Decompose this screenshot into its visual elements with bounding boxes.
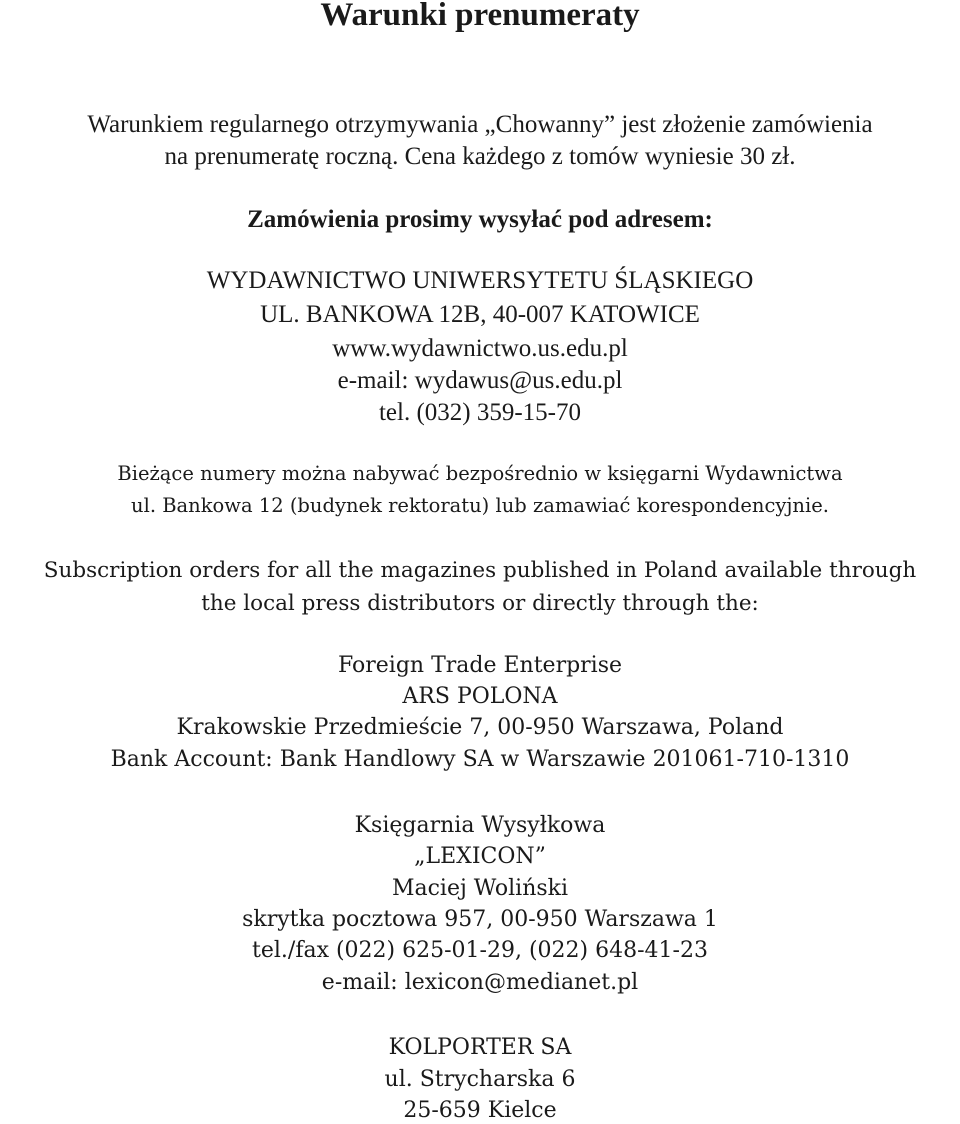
kolporter-line-3: 25-659 Kielce <box>403 1098 557 1123</box>
lexicon-line-2: „LEXICON” <box>414 844 546 869</box>
publisher-address: UL. BANKOWA 12B, 40-007 KATOWICE <box>260 301 700 328</box>
kolporter-line-1: KOLPORTER SA <box>388 1035 572 1060</box>
publisher-name: WYDAWNICTWO UNIWERSYTETU ŚLĄSKIEGO <box>206 267 754 294</box>
publisher-phone: tel. (032) 359-15-70 <box>378 399 582 426</box>
bookstore-note-line-2: ul. Bankowa 12 (budynek rektoratu) lub zamawiać korespondencyjnie. <box>131 494 829 517</box>
kolporter-line-2: ul. Strycharska 6 <box>384 1067 576 1092</box>
subscription-note-line-1: Subscription orders for all the magazines published in Poland available through <box>43 558 917 583</box>
lexicon-line-5: tel./fax (022) 625-01-29, (022) 648-41-23 <box>252 938 708 963</box>
orders-heading: Zamówienia prosimy wysyłać pod adresem: <box>247 206 713 233</box>
bookstore-note-line-1: Bieżące numery można nabywać bezpośrednio w księgarni Wydawnictwa <box>117 462 843 485</box>
lexicon-line-6: e-mail: lexicon@medianet.pl <box>321 970 639 995</box>
ars-polona-line-1: Foreign Trade Enterprise <box>337 653 623 678</box>
lexicon-line-1: Księgarnia Wysyłkowa <box>354 813 606 838</box>
intro-line-1: Warunkiem regularnego otrzymywania „Chowanny” jest złożenie zamówienia <box>87 111 873 138</box>
ars-polona-line-4: Bank Account: Bank Handlowy SA w Warszawie 201061-710-1310 <box>110 747 850 772</box>
ars-polona-line-2: ARS POLONA <box>402 684 558 709</box>
lexicon-line-4: skrytka pocztowa 957, 00-950 Warszawa 1 <box>242 907 718 932</box>
subscription-note-line-2: the local press distributors or directly through the: <box>201 591 759 616</box>
page-title: Warunki prenumeraty <box>320 0 640 33</box>
publisher-website: www.wydawnictwo.us.edu.pl <box>332 335 628 362</box>
lexicon-line-3: Maciej Woliński <box>391 876 569 901</box>
publisher-email: e-mail: wydawus@us.edu.pl <box>337 367 623 394</box>
ars-polona-line-3: Krakowskie Przedmieście 7, 00-950 Warszawa, Poland <box>176 715 784 740</box>
intro-line-2: na prenumeratę roczną. Cena każdego z tomów wyniesie 30 zł. <box>164 143 796 170</box>
